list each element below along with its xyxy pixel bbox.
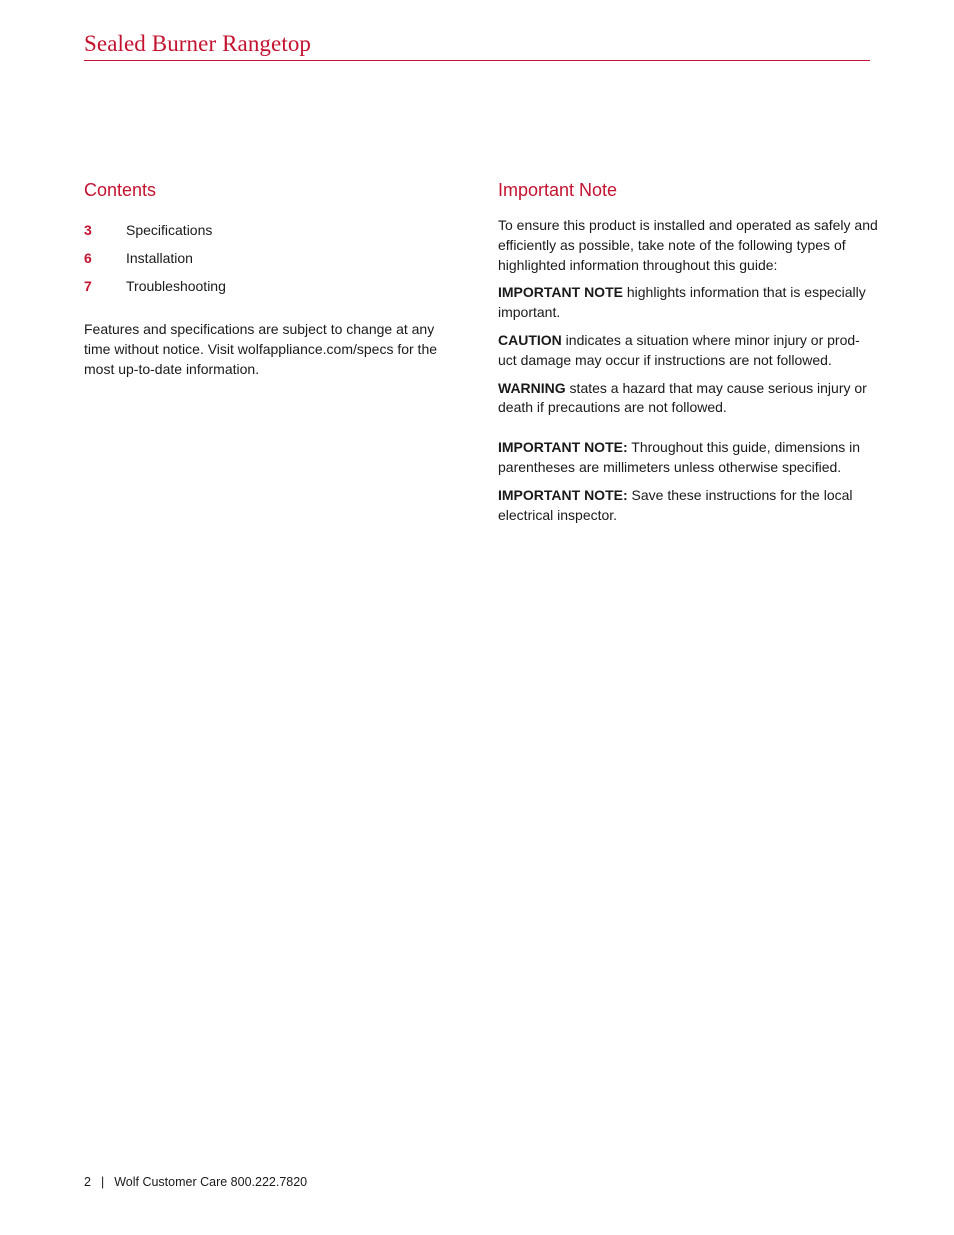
page-title: Sealed Burner Rangetop <box>84 31 312 56</box>
contents-section <box>84 178 464 379</box>
dimensions-note <box>498 438 878 478</box>
important-note-heading: Important Note <box>498 180 618 200</box>
toc-label: Troubleshooting <box>126 278 226 294</box>
intro-paragraph: To ensure this product is installed and operated as safely and efficiently as possible, take note of the following types of highlighted information throughout this guide: <box>498 217 878 273</box>
toc-item-installation[interactable] <box>84 244 464 272</box>
toc-page-number: 7 <box>84 278 92 294</box>
term-important-note: IMPORTANT NOTE: <box>498 439 628 456</box>
term-warning: WARNING <box>498 379 566 396</box>
warning-definition <box>498 379 878 419</box>
toc-label: Installation <box>126 250 193 266</box>
term-important-note: IMPORTANT NOTE <box>498 284 623 301</box>
title-divider <box>84 60 870 61</box>
term-important-note: IMPORTANT NOTE: <box>498 486 628 503</box>
contents-heading: Contents <box>84 180 157 200</box>
caution-definition <box>498 331 878 371</box>
important-note-definition <box>498 283 878 323</box>
page-footer <box>84 1175 307 1189</box>
toc-page-number: 6 <box>84 250 92 266</box>
inspector-note <box>498 486 878 526</box>
toc-item-troubleshooting[interactable] <box>84 272 464 300</box>
customer-care-contact: Wolf Customer Care 800.222.7820 <box>114 1175 308 1189</box>
term-caution: CAUTION <box>498 331 562 348</box>
table-of-contents <box>84 216 464 300</box>
definition-text: indicates a situation where minor injury or prod- uct damage may occur if instructions are not followed. <box>498 331 860 368</box>
page-number: 2 <box>84 1175 91 1189</box>
footer-separator: | <box>100 1175 105 1189</box>
important-note-section <box>498 178 878 533</box>
toc-page-number: 3 <box>84 222 92 238</box>
note-text: Throughout this guide, dimensions in parentheses are millimeters unless otherwise specified. <box>498 439 861 475</box>
specs-disclaimer: Features and specifications are subject to change at any time without notice. Visit wolfappliance.com/specs for the most up-to-date information. <box>84 321 438 377</box>
toc-label: Specifications <box>126 222 213 238</box>
definition-text: highlights information that is especially important. <box>498 284 866 321</box>
toc-item-specifications[interactable] <box>84 216 464 244</box>
definition-text: states a hazard that may cause serious injury or death if precautions are not followed. <box>498 379 867 416</box>
note-text: Save these instructions for the local electrical inspector. <box>498 486 853 523</box>
